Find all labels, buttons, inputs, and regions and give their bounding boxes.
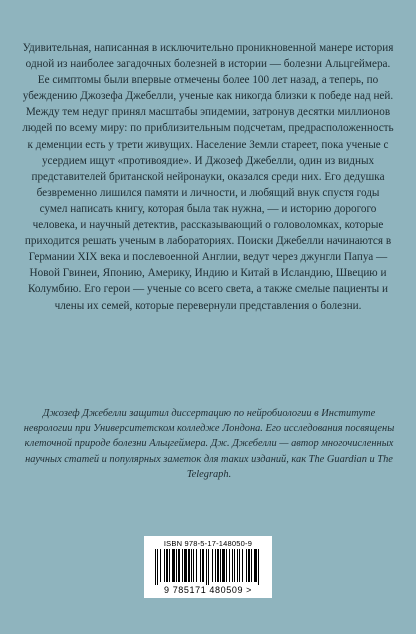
barcode-bar — [208, 549, 209, 585]
barcode-bar — [193, 549, 194, 582]
barcode-bar — [188, 549, 190, 582]
barcode-bar — [155, 549, 156, 585]
barcode-bar — [258, 549, 259, 585]
author-bio: Джозеф Джебелли защитил диссертацию по нейробиологии в Институте неврологии при Университетском колледже Лондона. Его исследования посвящены клеточной природе болезни Альцгеймера. Дж. Джебелли — автор многочисленных научных статей и популярных заметок для таких изданий, как The Guardian и The Telegraph. — [23, 408, 395, 480]
barcode-bar — [182, 549, 183, 582]
barcode-bar — [212, 549, 213, 582]
barcode-bar — [178, 549, 180, 582]
barcode-bar — [246, 549, 247, 582]
barcode-bar — [172, 549, 175, 582]
barcode-bar — [222, 549, 225, 582]
barcode-bar — [169, 549, 170, 582]
barcode-bar — [164, 549, 165, 582]
barcode-bar — [251, 549, 252, 582]
barcode-bar — [166, 549, 168, 582]
barcode-bar — [157, 549, 158, 585]
barcode-bar — [248, 549, 250, 582]
barcode-bar — [226, 549, 227, 582]
barcode-bar — [176, 549, 177, 582]
barcode-icon — [155, 549, 261, 585]
barcode-bar — [160, 549, 161, 582]
annotation-paragraph-1: Удивительная, написанная в исключительно проникновенной манере история одной из наиболее загадочных болезней в истории — болезни Альцгеймера. Ее симптомы были впервые отмечены более 100 лет назад, а теперь, по убеждению Джозефа Джебелли, ученые как никогда близки к победе над ней. — [22, 42, 394, 103]
barcode-bar — [200, 549, 201, 582]
barcode-bar — [232, 549, 233, 582]
barcode-bar — [237, 549, 238, 582]
barcode-bar — [234, 549, 235, 582]
barcode-bar — [184, 549, 187, 582]
barcode-block — [144, 536, 272, 598]
barcode-digits: 9 785171 480509 > — [163, 585, 253, 595]
isbn-label: ISBN 978-5-17-148050-9 — [163, 539, 253, 548]
barcode-bar — [242, 549, 243, 582]
barcode-bar — [217, 549, 219, 582]
barcode-bar — [191, 549, 192, 582]
barcode-bar — [254, 549, 257, 582]
barcode-bar — [239, 549, 240, 582]
barcode-bar — [202, 549, 204, 582]
barcode-bar — [220, 549, 221, 582]
barcode-bar — [206, 549, 207, 585]
barcode-bar — [229, 549, 230, 582]
barcode-bar — [215, 549, 216, 582]
annotation-paragraph-2: Между тем недуг принял масштабы эпидемии, затронув десятки миллионов людей по всему миру: по приблизительным подсчетам, предрасположенность к деменции есть у трети живущих. Население Земли стареет, пока ученые с усердием ищут «противоядие». И Джозеф Джебелли, один из видных представителей британской нейронауки, оказался среди них. Его дедушка безвременно лишился памяти и личности, и любящий внук спустя годы сумел написать книгу, которая была так нужна, — и историю дорогого человека, и научный детектив, рассказывающий о головоломках, которые приходится решать ученым в лабораториях. Поиски Джебелли начинаются в Германии XIX века и послевоенной Англии, ведут через джунгли Папуа — Новой Гвинеи, Японию, Америку, Индию и Китай в Исландию, Швецию и Колумбию. Его герои — ученые со всего света, а также смелые пациенты и члены их семей, которые перевернули представления о болезни. — [22, 106, 394, 312]
annotation-text — [22, 40, 394, 314]
barcode-bar — [196, 549, 197, 582]
